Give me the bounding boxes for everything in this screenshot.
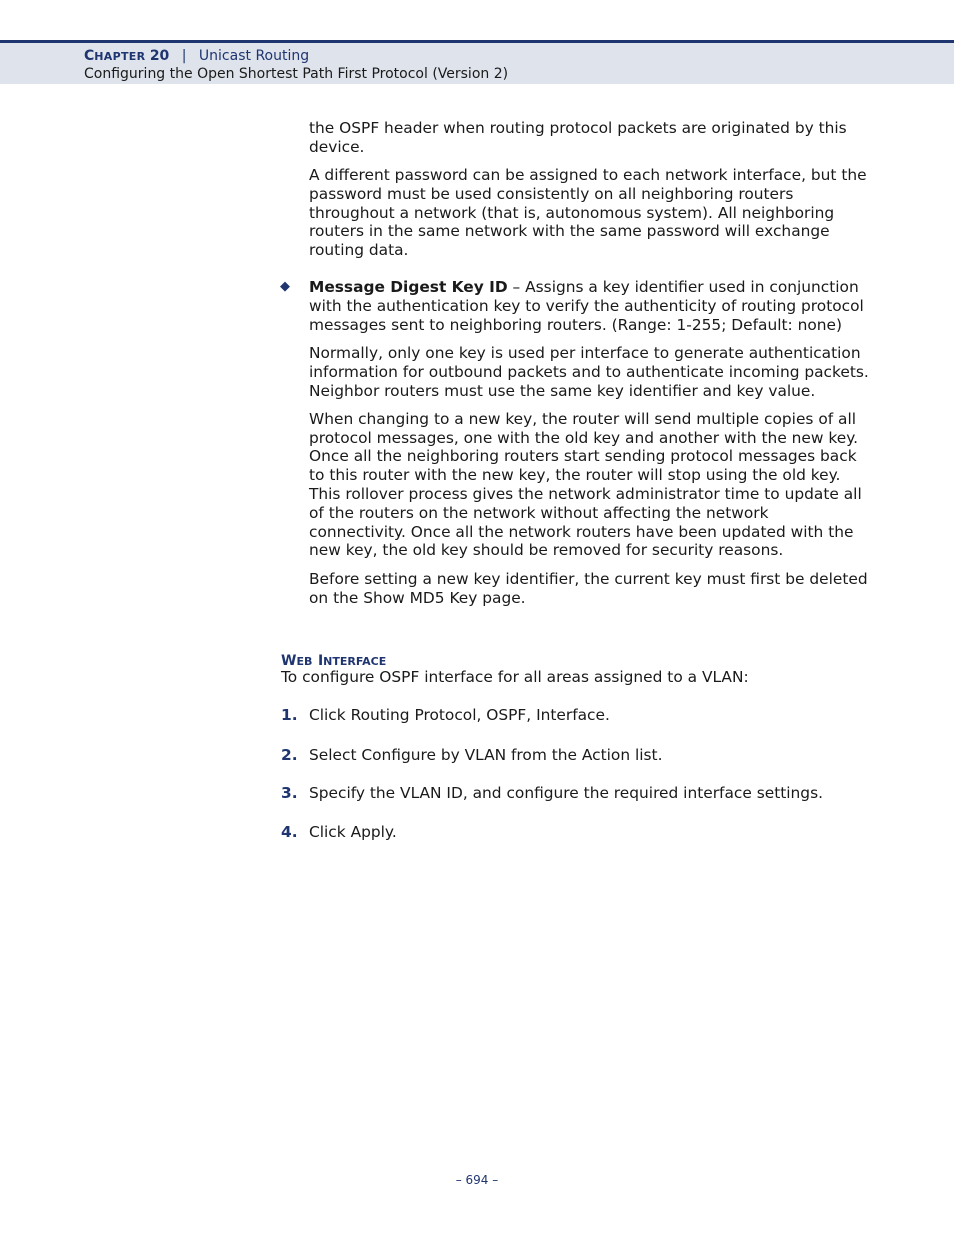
step-number: 2. — [281, 746, 298, 764]
bullet-description: – Assigns a key identifier used in conjunction with the authentication key to verify the authenticity of routing protocol messages sent to neighboring routers. (Range: 1-255; Default: none) — [309, 278, 864, 334]
paragraph: Before setting a new key identifier, the current key must first be deleted on the Show MD5 Key page. — [309, 569, 868, 607]
bullet-term: Message Digest Key ID — [309, 278, 508, 297]
running-header — [0, 40, 954, 84]
step-item — [281, 746, 662, 765]
page-number: – 694 – — [455, 1173, 499, 1187]
step-item — [281, 706, 610, 725]
step-number: 4. — [281, 823, 298, 841]
step-number: 1. — [281, 706, 298, 724]
paragraph: the OSPF header when routing protocol packets are originated by this device. — [309, 119, 847, 156]
diamond-bullet-icon: ◆ — [280, 279, 290, 295]
step-number: 3. — [281, 784, 298, 802]
paragraph: Normally, only one key is used per interface to generate authentication information for outbound packets and to authenticate incoming packets. Neighbor routers must use the same key identifier and key value. — [309, 343, 869, 400]
header-separator: | — [181, 48, 187, 64]
bullet-item-message-digest-key-id — [280, 278, 869, 334]
chapter-title: Unicast Routing — [198, 48, 310, 64]
step-text: Specify the VLAN ID, and configure the required interface settings. — [309, 784, 823, 802]
web-interface-heading: WEB INTERFACE — [281, 653, 387, 669]
chapter-initial: C — [84, 48, 95, 64]
step-item — [281, 823, 397, 842]
paragraph: A different password can be assigned to each network interface, but the password must be used consistently on all neighboring routers throughout a network (that is, autonomous system). All neighboring routers in the same network with the same password will exchange routing data. — [309, 166, 867, 260]
step-text: Click Apply. — [309, 823, 397, 841]
chapter-number: 20 — [149, 48, 170, 64]
web-interface-intro: To configure OSPF interface for all areas assigned to a VLAN: — [281, 668, 749, 686]
step-text: Select Configure by VLAN from the Action list. — [309, 746, 663, 764]
chapter-line — [84, 48, 309, 64]
chapter-word: HAPTER — [94, 50, 146, 63]
body-content — [280, 119, 869, 617]
step-text: Click Routing Protocol, OSPF, Interface. — [309, 706, 610, 724]
section-title: Configuring the Open Shortest Path First Protocol (Version 2) — [84, 66, 509, 82]
paragraph: When changing to a new key, the router will send multiple copies of all protocol messages, one with the old key and another with the new key. Once all the neighboring routers start sending protocol messages back to this router with the new key, the router will stop using the old key. This rollover process gives the network administrator time to update all of the routers on the network without affecting the network connectivity. Once all the network routers have been updated with the new key, the old key should be removed for security reasons. — [309, 409, 862, 560]
step-item — [281, 784, 823, 803]
